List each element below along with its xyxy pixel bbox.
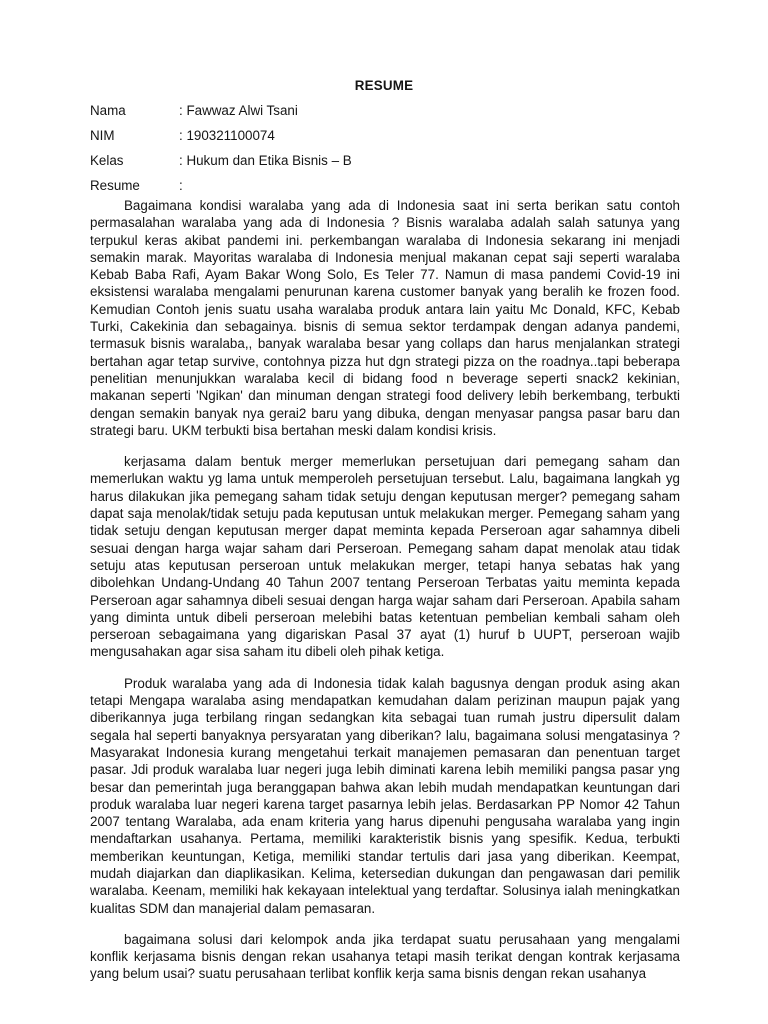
- document-title: RESUME: [354, 78, 414, 93]
- resume-label: Resume: [90, 178, 140, 193]
- paragraph-waralaba-asing: Produk waralaba yang ada di Indonesia tidak kalah bagusnya dengan produk asing akan tetapi Mengapa waralaba asing mendapatkan kemudahan dalam perizinan maupun pajak yang diberikannya juga terbilang ringan sedangkan kita sebagai tuan rumah justru dipersulit dalam segala hal seperti banyaknya persyaratan yang diberikan? lalu, bagaimana solusi mengatasinya ? Masyarakat Indonesia kurang mengetahui terkait manajemen pemasaran dan penentuan target pasar. Jdi produk waralaba luar negeri juga lebih diminati karena lebih memiliki pangsa pasar yng besar dan pemerintah juga beranggapan bahwa akan lebih mudah mendapatkan keuntungan dari produk waralaba luar negeri karena target pasarnya lebih jelas. Berdasarkan PP Nomor 42 Tahun 2007 tentang Waralaba, ada enam kriteria yang harus dipenuhi pengusaha waralaba yang ingin mendaftarkan usahanya. Pertama, memiliki karakteristik bisnis yang spesifik. Kedua, terbukti memberikan keuntungan, Ketiga, memiliki standar tertulis dari jasa yang diberikan. Keempat, mudah diajarkan dan diaplikasikan. Kelima, ketersedian dukungan dan pengawasan dari pemilik waralaba. Keenam, memiliki hak kekayaan intelektual yang terdaftar. Solusinya ialah meningkatkan kualitas SDM dan manajerial dalam pemasaran.: [90, 675, 680, 916]
- resume-body: [90, 197, 680, 997]
- meta-row-resume: [90, 177, 690, 194]
- nama-value: : Fawwaz Alwi Tsani: [179, 103, 298, 118]
- nim-value: : 190321100074: [179, 128, 275, 143]
- paragraph-waralaba-kondisi: Bagaimana kondisi waralaba yang ada di Indonesia saat ini serta berikan satu contoh permasalahan waralaba yang ada di Indonesia ? Bisnis waralaba adalah salah satunya yang terpukul keras akibat pandemi ini. perkembangan waralaba di Indonesia sekarang ini menjadi semakin marak. Mayoritas waralaba di Indonesia menjual makanan cepat saji seperti waralaba Kebab Baba Rafi, Ayam Bakar Wong Solo, Es Teler 77. Namun di masa pandemi Covid-19 ini eksistensi waralaba mengalami penurunan karena customer banyak yang beralih ke frozen food. Kemudian Contoh jenis suatu usaha waralaba produk antara lain yaitu Mc Donald, KFC, Kebab Turki, Cakekinia dan sebagainya. bisnis di semua sektor terdampak dengan adanya pandemi, termasuk bisnis waralaba,, banyak waralaba besar yang collaps dan harus menjalankan strategi bertahan agar tetap survive, contohnya pizza hut dgn strategi pizza on the roadnya..tapi beberapa penelitian menunjukkan waralaba kecil di bidang food n beverage seperti snack2 kekinian, makanan seperti 'Ngikan' dan minuman dengan strategi food delivery lebih berkembang, terbukti dengan semakin banyak nya gerai2 baru yang dibuka, dengan menyasar pangsa pasar baru dan strategi baru. UKM terbukti bisa bertahan meski dalam kondisi krisis.: [90, 198, 680, 438]
- nim-label: NIM: [90, 128, 115, 143]
- nama-label: Nama: [90, 103, 126, 118]
- kelas-value: : Hukum dan Etika Bisnis – B: [179, 153, 352, 168]
- paragraph-konflik-kerjasama: bagaimana solusi dari kelompok anda jika terdapat suatu perusahaan yang mengalami konflik kerjasama bisnis dengan rekan usahanya tetapi masih terikat dengan kontrak kerjasama yang belum usai? suatu perusahaan terlibat konflik kerja sama bisnis dengan rekan usahanya: [90, 931, 680, 982]
- paragraph-merger: kerjasama dalam bentuk merger memerlukan persetujuan dari pemegang saham dan memerlukan waktu yg lama untuk memperoleh persetujuan tersebut. Lalu, bagaimana langkah yg harus dilakukan jika pemegang saham tidak setuju dengan keputusan merger? pemegang saham dapat saja menolak/tidak setuju pada keputusan untuk melakukan merger. Pemegang saham yang tidak setuju dengan keputusan merger dapat meminta kepada Perseroan agar sahamnya dibeli sesuai dengan harga wajar saham dari Perseroan. Pemegang saham dapat menolak atau tidak setuju atas keputusan perseroan untuk melakukan merger, tetapi hanya sebatas hak yang dibolehkan Undang-Undang 40 Tahun 2007 tentang Perseroan Terbatas yaitu meminta kepada Perseroan agar sahamnya dibeli sesuai dengan harga wajar saham dari Perseroan. Apabila saham yang diminta untuk dibeli perseroan melebihi batas ketentuan pembelian kembali saham oleh perseroan sebagaimana yang digariskan Pasal 37 ayat (1) huruf b UUPT, perseroan wajib mengusahakan agar sisa saham itu dibeli oleh pihak ketiga.: [90, 454, 680, 660]
- meta-row-kelas: [90, 152, 690, 169]
- meta-row-nama: [90, 102, 690, 119]
- meta-row-nim: [90, 127, 690, 144]
- resume-value: :: [179, 178, 183, 193]
- kelas-label: Kelas: [90, 153, 124, 168]
